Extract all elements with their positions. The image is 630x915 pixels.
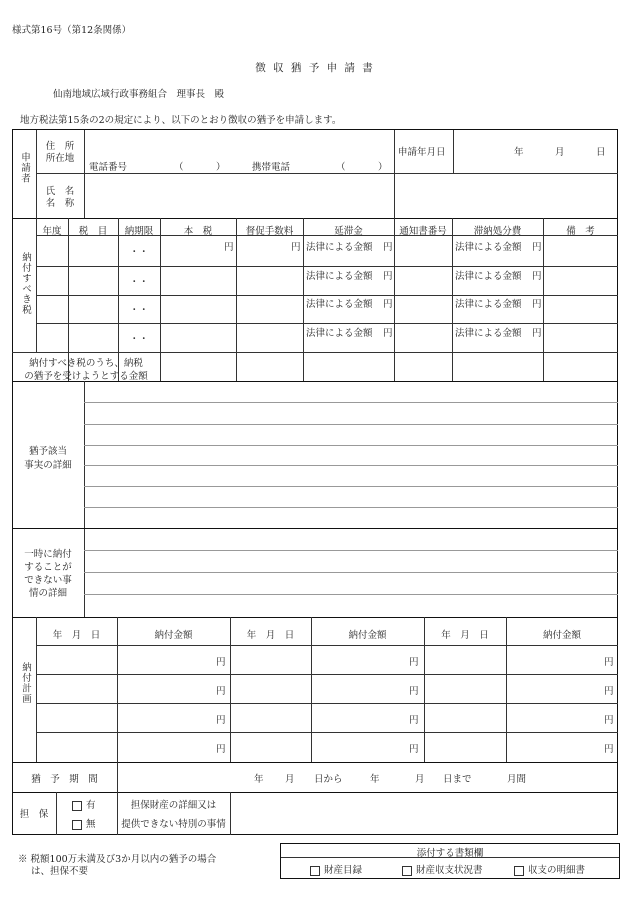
attachments-title: 添付する書類欄 [416,848,484,859]
yen-unit: 円 [409,657,419,668]
phone-paren-close: ） [216,162,226,173]
header-late-fee: 延滞金 [334,226,363,237]
legal-amount-text: 法律による金額 [455,328,522,339]
checkbox-icon[interactable] [514,866,524,876]
header-disposition-cost: 滞納処分費 [473,226,522,237]
header-notice-number: 通知書番号 [399,226,447,237]
yen-unit: 円 [216,744,226,755]
yen-unit: 円 [409,744,419,755]
inability-label-3: できない事 [24,575,72,586]
yen-unit: 円 [532,328,542,339]
form-number: 様式第16号（第12条関係） [12,25,132,36]
due-date-dots: ・・ [129,247,149,258]
yen-unit: 円 [604,686,614,697]
attachment-option-income-details[interactable] [514,862,585,876]
period-from: 日から [314,774,343,785]
legal-amount-text: 法律による金額 [455,271,522,282]
plan-date-header: 年 月 日 [441,630,489,641]
header-principal-tax: 本 税 [183,226,213,237]
yen-unit: 円 [383,299,393,310]
note-line-2: は、担保不要 [31,866,89,877]
header-remarks: 備 考 [566,226,595,237]
yen-unit: 円 [532,299,542,310]
yen-unit: 円 [604,744,614,755]
attachment-option-income-status[interactable] [402,862,483,876]
yen-unit: 円 [216,657,226,668]
collateral-label: 担 保 [19,809,49,820]
legal-amount-text: 法律による金額 [455,299,522,310]
period-months: 月間 [507,774,527,785]
attachment-label: 財産目録 [324,865,363,876]
period-month: 月 [285,774,295,785]
plan-amount-header: 納付金額 [154,630,193,641]
addressee: 仙南地域広域行政事務組合 理事長 殿 [53,89,225,100]
due-date-dots: ・・ [129,305,149,316]
yen-unit: 円 [216,686,226,697]
yen-unit: 円 [383,328,393,339]
mobile-label: 携帯電話 [252,162,291,173]
yen-unit: 円 [383,271,393,282]
yen-unit: 円 [291,242,301,253]
company-name-label: 名 称 [45,198,75,209]
yen-unit: 円 [532,242,542,253]
yen-unit: 円 [409,686,419,697]
note-line-1: ※ 税額100万未満及び3か月以内の猶予の場合 [18,854,217,865]
collateral-yes-option[interactable] [72,797,96,811]
period-year: 年 [370,774,380,785]
plan-amount-header: 納付金額 [542,630,581,641]
plan-section-label: 納付計画 [20,662,31,704]
tax-section-label: 納付すべき税 [20,252,31,315]
deferral-amount-label-1: 納付すべき税のうち、納税 [29,358,143,369]
collateral-yes-label: 有 [86,800,96,811]
checkbox-icon[interactable] [72,801,82,811]
address-label: 住 所 [45,141,75,152]
intro-text: 地方税法第15条の2の規定により、以下のとおり徴収の猶予を申請します。 [20,115,342,126]
inability-label-4: 情の詳細 [28,588,67,599]
plan-date-header: 年 月 日 [246,630,295,641]
date-day-label: 日 [596,147,606,158]
collateral-detail-label-1: 担保財産の詳細又は [130,800,217,811]
checkbox-icon[interactable] [310,866,320,876]
name-label: 氏 名 [45,186,75,197]
date-year-label: 年 [514,147,524,158]
yen-unit: 円 [216,715,226,726]
date-month-label: 月 [555,147,565,158]
phone-label: 電話番号 [89,162,128,173]
period-to: 日まで [443,774,472,785]
phone-paren-open: （ [174,162,184,173]
applicant-section-label: 申請者 [19,152,30,184]
yen-unit: 円 [224,242,234,253]
header-reminder-fee: 督促手数料 [245,226,294,237]
period-label: 猶 予 期 間 [31,774,98,785]
plan-date-header: 年 月 日 [52,630,101,641]
due-date-dots: ・・ [129,277,149,288]
mobile-paren-open: （ [336,162,346,173]
plan-amount-header: 納付金額 [348,630,387,641]
form-title: 徴 収 猶 予 申 請 書 [255,62,375,74]
facts-label-1: 猶予該当 [28,446,67,457]
header-fiscal-year: 年度 [42,226,62,237]
inability-label-1: 一時に納付 [24,549,72,560]
application-date-label: 申請年月日 [398,147,446,158]
legal-amount-text: 法律による金額 [455,242,522,253]
collateral-detail-label-2: 提供できない特別の事情 [121,819,226,830]
checkbox-icon[interactable] [72,820,82,830]
attachment-label: 収支の明細書 [528,865,586,876]
yen-unit: 円 [383,242,393,253]
legal-amount-text: 法律による金額 [306,242,373,253]
yen-unit: 円 [532,271,542,282]
header-due-date: 納期限 [124,226,154,237]
location-label: 所在地 [45,153,75,164]
deferral-amount-label-2: の猶予を受けようとする金額 [24,371,148,382]
yen-unit: 円 [409,715,419,726]
checkbox-icon[interactable] [402,866,412,876]
legal-amount-text: 法律による金額 [306,328,373,339]
period-year: 年 [254,774,264,785]
facts-label-2: 事実の詳細 [24,460,72,471]
mobile-paren-close: ） [378,162,388,173]
due-date-dots: ・・ [129,334,149,345]
collateral-no-option[interactable] [72,816,96,830]
legal-amount-text: 法律による金額 [306,299,373,310]
yen-unit: 円 [604,715,614,726]
inability-label-2: することが [24,562,72,573]
legal-amount-text: 法律による金額 [306,271,373,282]
attachment-option-property-list[interactable] [310,862,362,876]
yen-unit: 円 [604,657,614,668]
attachment-label: 財産収支状況書 [416,865,483,876]
collateral-no-label: 無 [86,819,96,830]
header-tax-item: 税 目 [78,226,108,237]
period-month: 月 [415,774,425,785]
